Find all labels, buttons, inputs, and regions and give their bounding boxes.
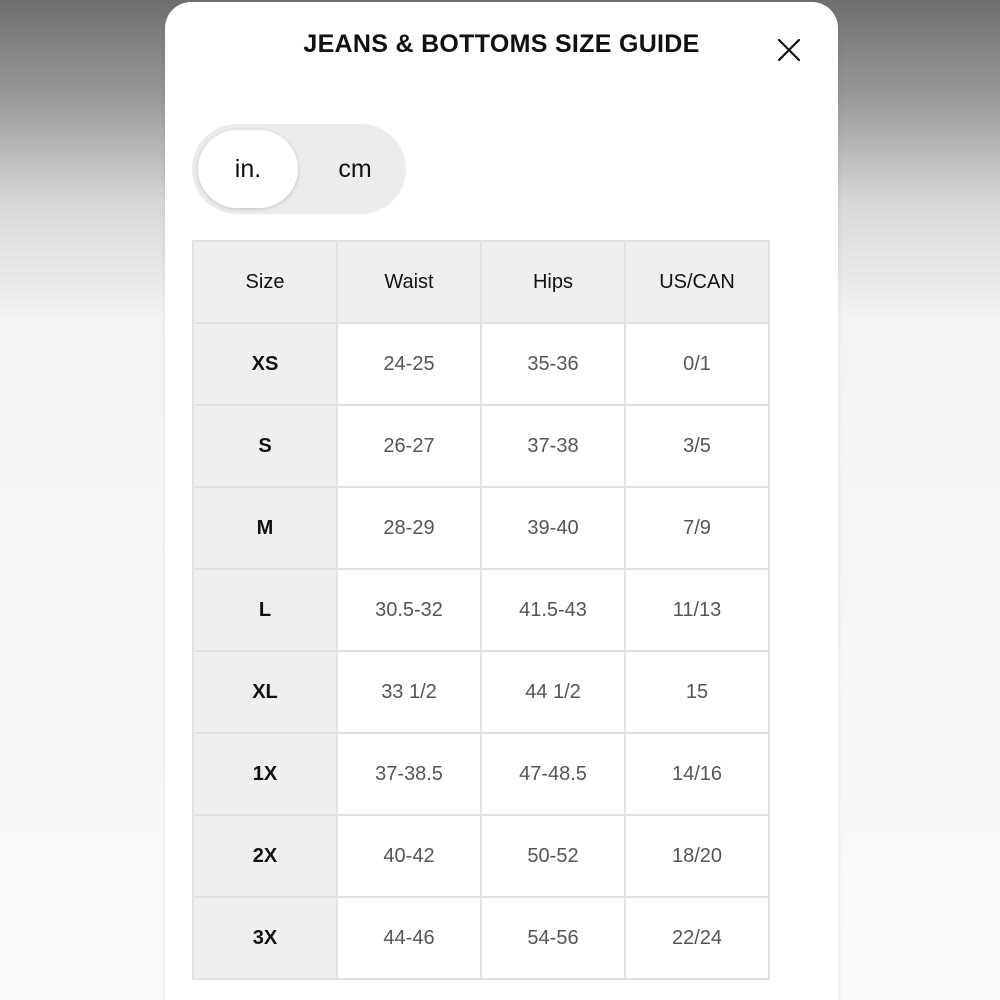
size-cell: 1X — [193, 733, 337, 815]
size-cell: XL — [193, 651, 337, 733]
waist-cell: 37-38.5 — [337, 733, 481, 815]
waist-cell: 40-42 — [337, 815, 481, 897]
hips-cell: 50-52 — [481, 815, 625, 897]
size-guide-modal — [165, 2, 838, 1000]
waist-cell: 24-25 — [337, 323, 481, 405]
waist-cell: 26-27 — [337, 405, 481, 487]
us-can-cell: 15 — [625, 651, 769, 733]
us-can-cell: 22/24 — [625, 897, 769, 979]
header-hips: Hips — [481, 241, 625, 323]
size-cell: XS — [193, 323, 337, 405]
table-row — [193, 487, 769, 569]
unit-option-cm[interactable]: cm — [338, 155, 372, 183]
hips-cell: 47-48.5 — [481, 733, 625, 815]
us-can-cell: 14/16 — [625, 733, 769, 815]
table-row — [193, 733, 769, 815]
header-waist: Waist — [337, 241, 481, 323]
size-cell: M — [193, 487, 337, 569]
hips-cell: 41.5-43 — [481, 569, 625, 651]
header-us-can: US/CAN — [625, 241, 769, 323]
unit-option-in[interactable]: in. — [198, 130, 298, 208]
waist-cell: 28-29 — [337, 487, 481, 569]
header-size: Size — [193, 241, 337, 323]
us-can-cell: 0/1 — [625, 323, 769, 405]
table-row — [193, 323, 769, 405]
size-cell: 2X — [193, 815, 337, 897]
table-row — [193, 405, 769, 487]
waist-cell: 33 1/2 — [337, 651, 481, 733]
waist-cell: 44-46 — [337, 897, 481, 979]
table-header-row — [193, 241, 769, 323]
us-can-cell: 3/5 — [625, 405, 769, 487]
close-button[interactable] — [769, 30, 809, 70]
hips-cell: 35-36 — [481, 323, 625, 405]
size-cell: 3X — [193, 897, 337, 979]
hips-cell: 37-38 — [481, 405, 625, 487]
size-cell: S — [193, 405, 337, 487]
table-row — [193, 897, 769, 979]
us-can-cell: 11/13 — [625, 569, 769, 651]
background-left-panel — [0, 0, 165, 1000]
size-table — [192, 240, 770, 980]
size-cell: L — [193, 569, 337, 651]
table-row — [193, 651, 769, 733]
close-icon — [769, 30, 809, 70]
waist-cell: 30.5-32 — [337, 569, 481, 651]
table-row — [193, 815, 769, 897]
modal-title: JEANS & BOTTOMS SIZE GUIDE — [303, 30, 700, 58]
unit-toggle — [192, 124, 406, 214]
hips-cell: 44 1/2 — [481, 651, 625, 733]
us-can-cell: 18/20 — [625, 815, 769, 897]
table-row — [193, 569, 769, 651]
us-can-cell: 7/9 — [625, 487, 769, 569]
hips-cell: 54-56 — [481, 897, 625, 979]
hips-cell: 39-40 — [481, 487, 625, 569]
background-right-panel — [838, 0, 1000, 1000]
